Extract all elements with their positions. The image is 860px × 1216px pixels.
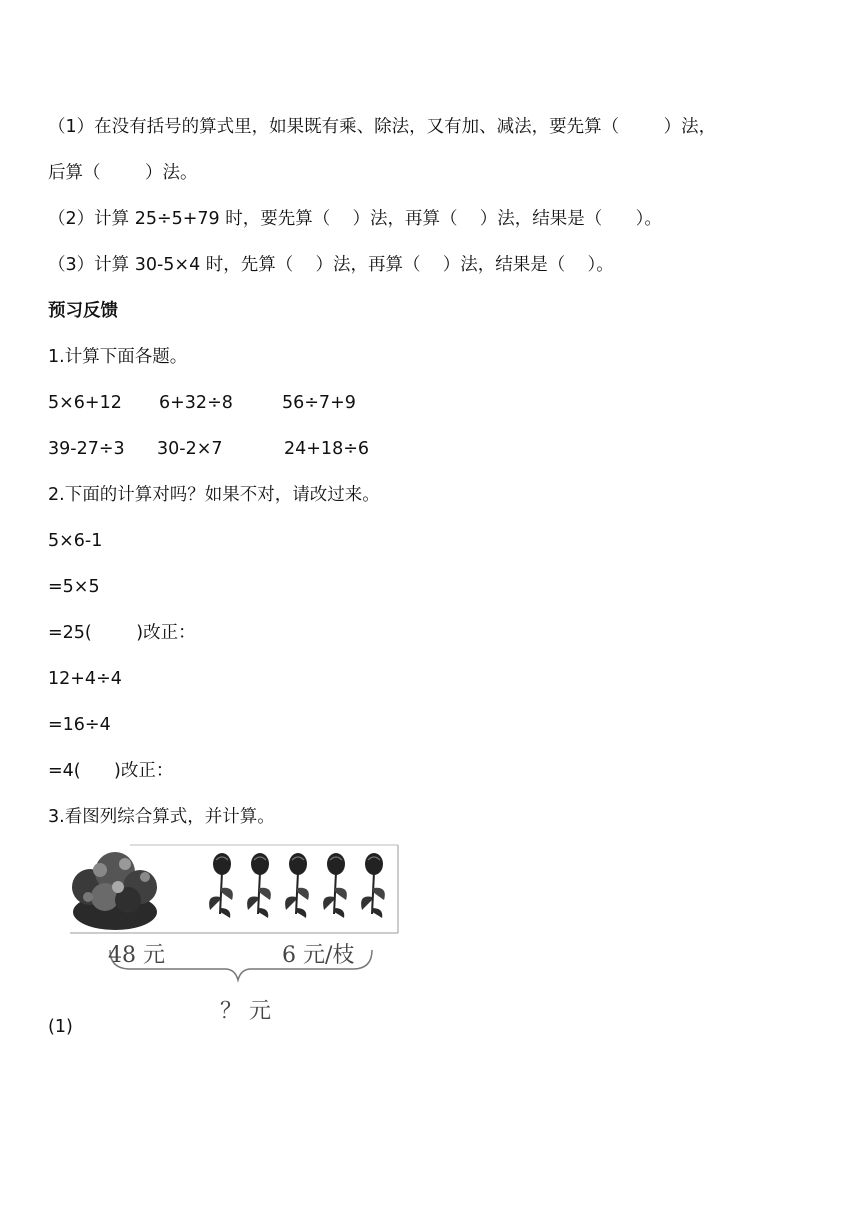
flower-figure-svg [70, 842, 400, 1027]
flower-basket-icon [72, 852, 157, 930]
question-3: （3）计算 30-5×4 时，先算（ ）法，再算（ ）法，结果是（ ）。 [48, 255, 614, 275]
rose-icon [323, 853, 347, 918]
problem-2b-line-3: =4( )改正： [48, 761, 174, 781]
flower-price-figure [70, 842, 400, 1027]
problem-3-sub-1: (1) [48, 1017, 73, 1037]
problem-2a-line-1: 5×6-1 [48, 531, 103, 551]
basket-price-label: 48 元 [108, 943, 165, 968]
question-1-line-1: （1）在没有括号的算式里，如果既有乘、除法，又有加、减法，要先算（ ）法， [48, 117, 717, 137]
problem-1-row-1-item-2: 6+32÷8 [159, 393, 233, 413]
section-title: 预习反馈 [48, 301, 118, 321]
problem-1-title: 1.计算下面各题。 [48, 347, 188, 367]
problem-2a-line-2: =5×5 [48, 577, 100, 597]
rose-icon [247, 853, 271, 918]
question-1-line-2: 后算（ ）法。 [48, 163, 198, 183]
problem-2-title: 2.下面的计算对吗？如果不对，请改过来。 [48, 485, 380, 505]
problem-2a-line-3: =25( )改正： [48, 623, 196, 643]
rose-icon [361, 853, 385, 918]
roses-group [209, 853, 385, 918]
rose-icon [285, 853, 309, 918]
problem-2b-line-2: =16÷4 [48, 715, 111, 735]
problem-1-row-1-item-1: 5×6+12 [48, 393, 122, 413]
problem-1-row-2-item-3: 24+18÷6 [284, 439, 369, 459]
problem-1-row-1-item-3: 56÷7+9 [282, 393, 356, 413]
problem-2b-line-1: 12+4÷4 [48, 669, 122, 689]
total-price-label: ？ 元 [220, 999, 271, 1024]
problem-1-row-2-item-1: 39-27÷3 [48, 439, 125, 459]
rose-icon [209, 853, 233, 918]
question-2: （2）计算 25÷5+79 时，要先算（ ）法，再算（ ）法，结果是（ ）。 [48, 209, 662, 229]
problem-1-row-2-item-2: 30-2×7 [157, 439, 223, 459]
rose-price-label: 6 元/枝 [282, 943, 355, 968]
problem-3-title: 3.看图列综合算式，并计算。 [48, 807, 275, 827]
